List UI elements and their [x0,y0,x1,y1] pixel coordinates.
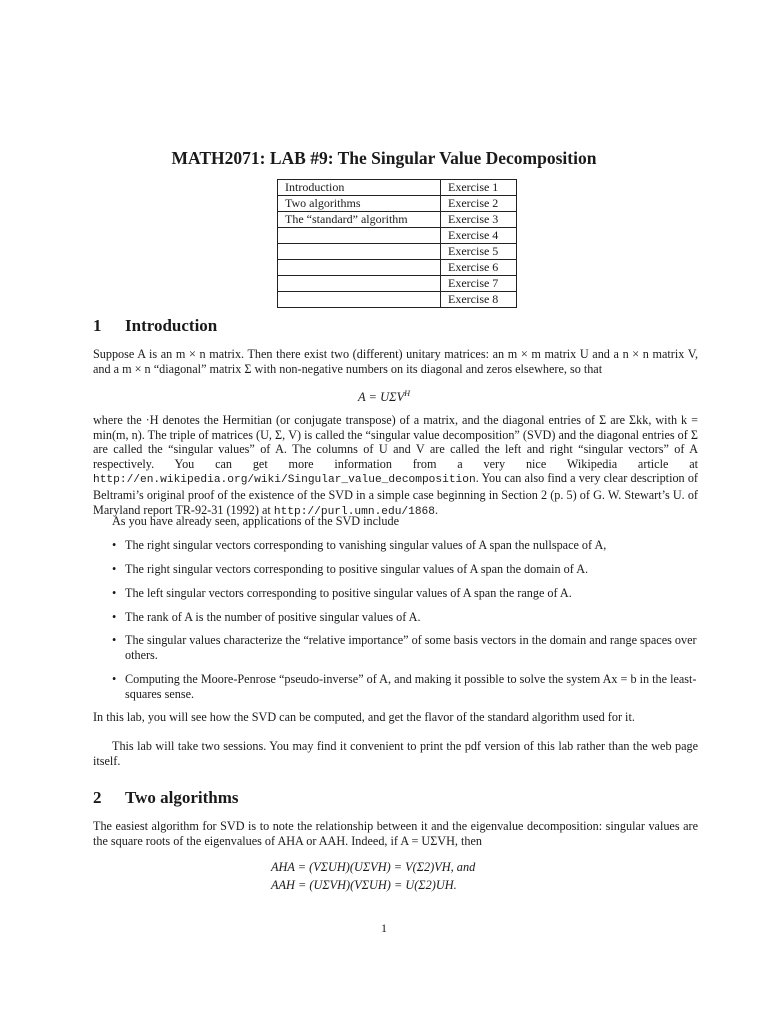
toc-link-exercise[interactable]: Exercise 1 [441,180,517,196]
toc-link-exercise[interactable]: Exercise 3 [441,212,517,228]
table-of-contents [277,179,517,308]
section-heading-introduction [93,316,217,336]
toc-link-exercise[interactable]: Exercise 8 [441,292,517,308]
toc-link-exercise[interactable]: Exercise 4 [441,228,517,244]
toc-link-exercise[interactable]: Exercise 7 [441,276,517,292]
toc-row [278,196,517,212]
list-item-text: The left singular vectors corresponding to positive singular values of A span the range of A. [125,586,572,600]
list-item-text: The right singular vectors corresponding to positive singular values of A span the domain of A. [125,562,589,576]
list-item [112,586,698,601]
toc-row [278,180,517,196]
toc-row [278,244,517,260]
list-item [112,562,698,577]
list-item [112,538,698,553]
list-item [112,672,698,701]
paragraph-intro-1: Suppose A is an m × n matrix. Then there exist two (different) unitary matrices: an m × m matrix U and a n × n matrix V, and a m × n “diagonal” matrix Σ with non-negative numbers on its diagonal and zeros elsewhere, so that [93,347,698,376]
toc-row [278,228,517,244]
paragraph-applications-intro: As you have already seen, applications of the SVD include [112,514,400,528]
toc-empty-cell [278,292,441,308]
section-number: 1 [93,316,102,335]
section-title: Two algorithms [125,788,239,807]
paragraph-intro-2 [93,413,698,519]
toc-link-exercise[interactable]: Exercise 2 [441,196,517,212]
section-heading-two-algorithms [93,788,239,808]
bullet-icon: • [112,538,117,552]
bullet-icon: • [112,562,117,576]
toc-link-section[interactable]: Two algorithms [278,196,441,212]
paragraph-text: where the ·H denotes the Hermitian (or conjugate transpose) of a matrix, and the diagonal entries of Σ are Σkk, with k = min(m, n). The triple of matrices (U, Σ, V) is called the “singular value decomposition” (SVD) and the diagonal entries of Σ are called the “singular values” of A. The columns of U and V are called the left and right “singular vectors” of A respectively. You can get more information from a very nice Wikipedia article at [93,413,698,471]
paragraph-text: . You can also find a very clear description of Beltrami’s original proof of the existence of the SVD in a simple case beginning in Section 2 (p. 5) of G. W. Stewart’s U. of Maryland report TR-92-31 (1992) at [93,471,698,517]
toc-empty-cell [278,260,441,276]
list-item [112,633,698,662]
equation-body: A = UΣV [358,390,405,404]
list-item-text: The rank of A is the number of positive singular values of A. [125,610,421,624]
toc-link-section[interactable]: Introduction [278,180,441,196]
wikipedia-link[interactable]: http://en.wikipedia.org/wiki/Singular_value_decomposition [93,474,476,487]
list-item-text: Computing the Moore-Penrose “pseudo-inverse” of A, and making it possible to solve the system Ax = b in the least-squares sense. [125,672,697,701]
equation-superscript: H [404,389,410,398]
section-number: 2 [93,788,102,807]
list-item [112,610,698,625]
purl-link[interactable]: http://purl.umn.edu/1868 [273,505,435,518]
toc-link-exercise[interactable]: Exercise 5 [441,244,517,260]
section-title: Introduction [125,316,218,335]
bullet-icon: • [112,586,117,600]
toc-row [278,260,517,276]
list-item-text: The right singular vectors corresponding to vanishing singular values of A span the nullspace of A, [125,538,607,552]
toc-empty-cell [278,276,441,292]
bullet-icon: • [112,672,117,686]
toc-link-exercise[interactable]: Exercise 6 [441,260,517,276]
toc-empty-cell [278,244,441,260]
equation-block [271,858,475,894]
paragraph-easiest-algorithm: The easiest algorithm for SVD is to note the relationship between it and the eigenvalue decomposition: singular values are the square roots of the eigenvalues of AHA or AAH. Indeed, if A = UΣVH, then [93,819,698,848]
equation-svd [0,389,768,405]
equation-line: AHA = (VΣUH)(UΣVH) = V(Σ2)VH, and [271,860,476,874]
equation-line: AAH = (UΣVH)(VΣUH) = U(Σ2)UH. [271,878,457,892]
paragraph-text: . [435,502,439,517]
paragraph-lab-overview: In this lab, you will see how the SVD can be computed, and get the flavor of the standard algorithm used for it. [93,710,635,724]
toc-link-section[interactable]: The “standard” algorithm [278,212,441,228]
list-item-text: The singular values characterize the “relative importance” of some basis vectors in the domain and range spaces over others. [125,633,697,662]
toc-row [278,276,517,292]
toc-empty-cell [278,228,441,244]
bullet-icon: • [112,633,117,647]
toc-row [278,212,517,228]
page-number: 1 [381,921,387,935]
document-title: MATH2071: LAB #9: The Singular Value Decomposition [171,148,597,168]
paragraph-sessions: This lab will take two sessions. You may find it convenient to print the pdf version of this lab rather than the web page itself. [93,739,698,768]
bullet-icon: • [112,610,117,624]
toc-row [278,292,517,308]
